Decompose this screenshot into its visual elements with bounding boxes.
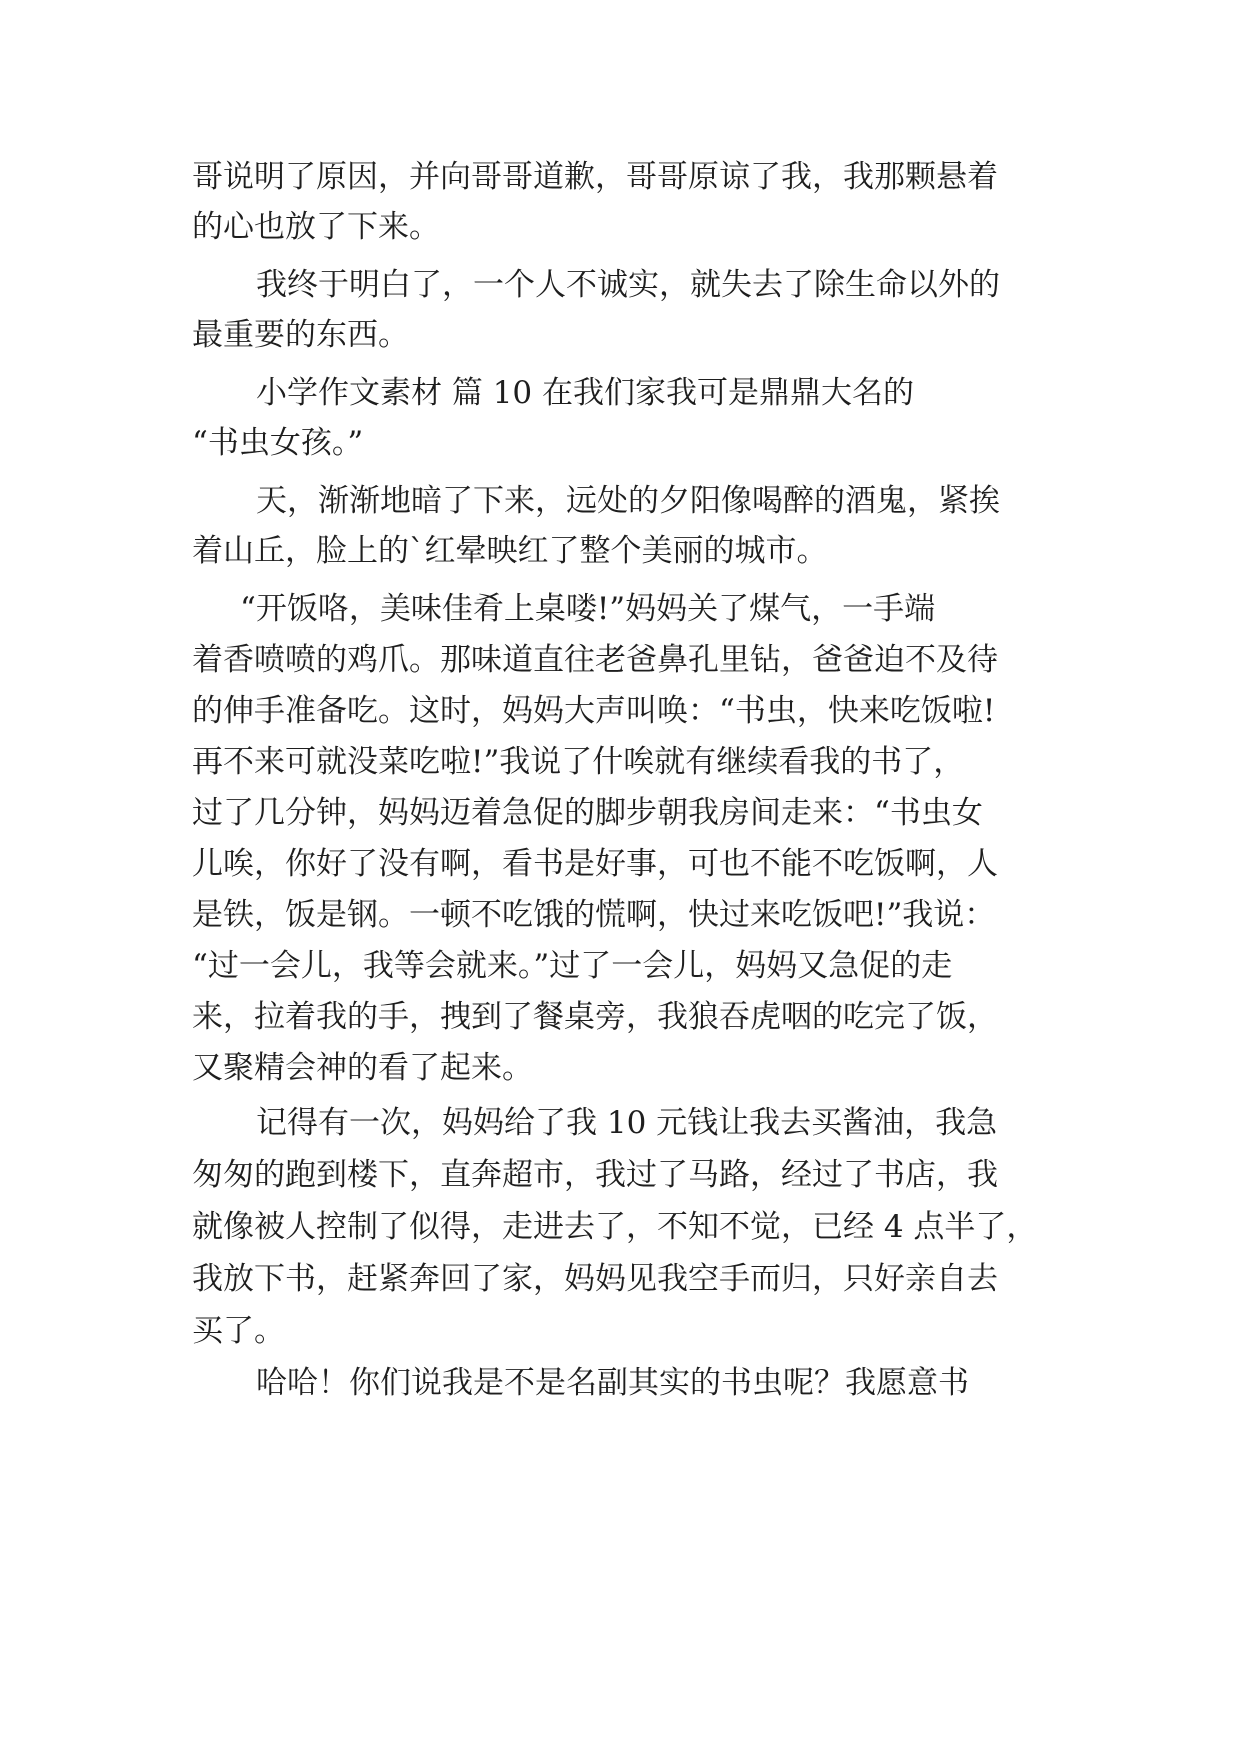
text-line: 匆匆的跑到楼下，直奔超市，我过了马路，经过了书店，我	[192, 1157, 998, 1193]
text-line: 着香喷喷的鸡爪。那味道直往老爸鼻孔里钻，爸爸迫不及待	[192, 642, 998, 678]
text-line: 儿唉，你好了没有啊，看书是好事，可也不能不吃饭啊，人	[192, 846, 998, 882]
text-line: 再不来可就没菜吃啦!”我说了什唉就有继续看我的书了，	[192, 744, 965, 780]
paragraph-first-line: “开饭咯，美味佳肴上桌喽!”妈妈关了煤气，一手端	[240, 591, 936, 627]
paragraph-first-line: 我终于明白了，一个人不诚实，就失去了除生命以外的	[256, 267, 1000, 303]
text-line: 过了几分钟，妈妈迈着急促的脚步朝我房间走来：“书虫女	[192, 795, 983, 831]
text-line: 哥说明了原因，并向哥哥道歉，哥哥原谅了我，我那颗悬着	[192, 159, 998, 195]
text-line: 最重要的东西。	[192, 317, 409, 353]
text-line: “过一会儿，我等会就来。”过了一会儿，妈妈又急促的走	[192, 948, 953, 984]
text-line: 着山丘，脸上的`红晕映红了整个美丽的城市。	[192, 533, 828, 569]
paragraph-first-line: 记得有一次，妈妈给了我 10 元钱让我去买酱油，我急	[256, 1105, 998, 1141]
text-line: 我放下书，赶紧奔回了家，妈妈见我空手而归，只好亲自去	[192, 1261, 998, 1297]
text-line: “书虫女孩。”	[192, 425, 364, 461]
text-line: 来，拉着我的手，拽到了餐桌旁，我狼吞虎咽的吃完了饭，	[192, 999, 998, 1035]
text-line: 是铁，饭是钢。一顿不吃饿的慌啊，快过来吃饭吧!”我说：	[192, 897, 996, 933]
paragraph-first-line: 哈哈！你们说我是不是名副其实的书虫呢？我愿意书	[256, 1365, 969, 1401]
section-heading-line: 小学作文素材 篇 10 在我们家我可是鼎鼎大名的	[256, 375, 915, 411]
text-line: 又聚精会神的看了起来。	[192, 1050, 533, 1086]
paragraph-first-line: 天，渐渐地暗了下来，远处的夕阳像喝醉的酒鬼，紧挨	[256, 483, 1000, 519]
text-line: 的心也放了下来。	[192, 209, 440, 245]
text-line: 就像被人控制了似得，走进去了，不知不觉，已经 4 点半了，	[192, 1209, 1038, 1245]
text-line: 的伸手准备吃。这时，妈妈大声叫唤：“书虫，快来吃饭啦!	[192, 693, 996, 729]
text-line: 买了。	[192, 1313, 285, 1349]
